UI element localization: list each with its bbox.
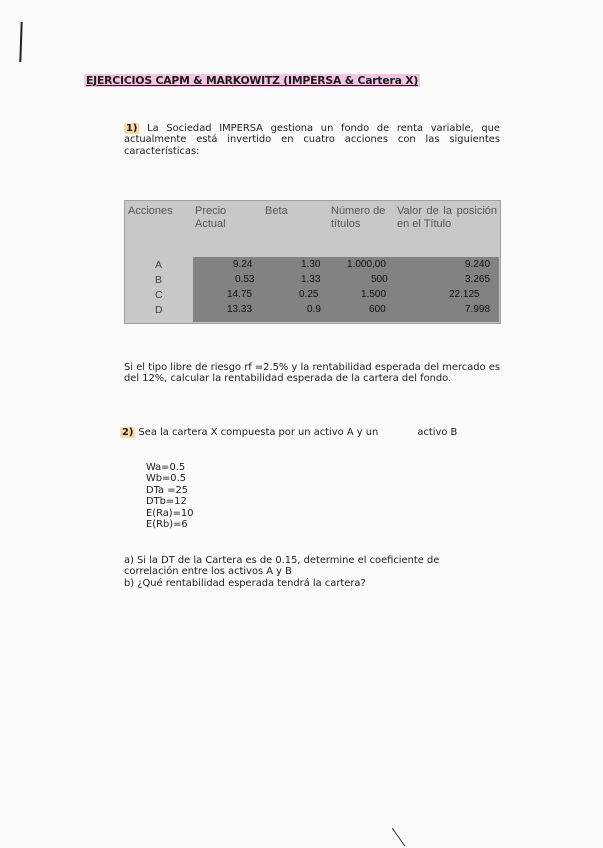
variable-wb: Wb=0.5 — [146, 473, 187, 485]
corner-pen-mark — [392, 828, 405, 847]
problem-2-questions — [124, 555, 500, 589]
row-b-beta: 1.33 — [301, 274, 321, 285]
row-b-accion: B — [155, 274, 163, 286]
problem-1-intro — [124, 123, 500, 157]
col-header-acciones: Acciones — [128, 205, 173, 217]
row-a-valor: 9.240 — [465, 259, 491, 270]
row-c-precio: 14.75 — [227, 289, 253, 300]
row-d-accion: D — [155, 304, 163, 316]
problem-2-variables — [146, 462, 193, 530]
question-a: a) Si la DT de la Cartera es de 0.15, determine el coeficiente de correlación entre los activos A y B — [124, 555, 440, 578]
question-b: b) ¿Qué rentabilidad esperada tendrá la cartera? — [124, 577, 366, 589]
margin-pen-mark — [19, 22, 22, 62]
row-c-beta: 0.25 — [299, 289, 319, 300]
problem-2-intro — [120, 427, 457, 438]
variable-dtb: DTb=12 — [146, 496, 187, 508]
row-c-accion: C — [155, 289, 163, 301]
col-header-beta: Beta — [265, 205, 288, 217]
row-d-precio: 13.33 — [227, 304, 253, 315]
col-header-valor-posicion: Valor de la posición en el Título — [397, 205, 497, 230]
row-d-valor: 7.998 — [465, 304, 491, 315]
variable-dta: DTa =25 — [146, 484, 189, 496]
row-d-beta: 0.9 — [307, 304, 321, 315]
col-header-numero-titulos: Número de títulos — [331, 205, 386, 230]
problem-2-intro-text: Sea la cartera X compuesta por un activo A y un — [138, 427, 379, 438]
col-header-precio: Precio Actual — [195, 205, 227, 230]
stocks-table — [124, 200, 501, 324]
row-a-beta: 1.30 — [301, 259, 321, 270]
problem-1-question: Si el tipo libre de riesgo rf =2.5% y la rentabilidad esperada del mercado es del 12%, calcular la rentabilidad esperada de la cartera del fondo. — [124, 362, 500, 385]
problem-2-intro-tail: activo B — [417, 427, 458, 438]
page-title: EJERCICIOS CAPM & MARKOWITZ (IMPERSA & Cartera X) — [86, 74, 419, 87]
problem-1-number: 1) — [126, 123, 138, 134]
problem-2-number: 2) — [122, 427, 134, 438]
row-b-valor: 3.265 — [465, 274, 491, 285]
row-a-titulos: 1.000,00 — [347, 259, 386, 270]
row-a-precio: 9.24 — [233, 259, 253, 270]
variable-erb: E(Rb)=6 — [146, 519, 188, 531]
row-d-titulos: 600 — [369, 304, 386, 315]
row-b-titulos: 500 — [371, 274, 388, 285]
variable-wa: Wa=0.5 — [146, 462, 186, 473]
variable-era: E(Ra)=10 — [146, 507, 194, 519]
row-a-accion: A — [155, 259, 163, 271]
row-b-precio: 0.53 — [235, 274, 255, 285]
problem-1-intro-text: La Sociedad IMPERSA gestiona un fondo de renta variable, que actualmente está invertido en cuatro acciones con las siguientes características: — [124, 123, 500, 157]
row-c-titulos: 1.500 — [361, 289, 387, 300]
row-c-valor: 22.125 — [449, 289, 480, 300]
